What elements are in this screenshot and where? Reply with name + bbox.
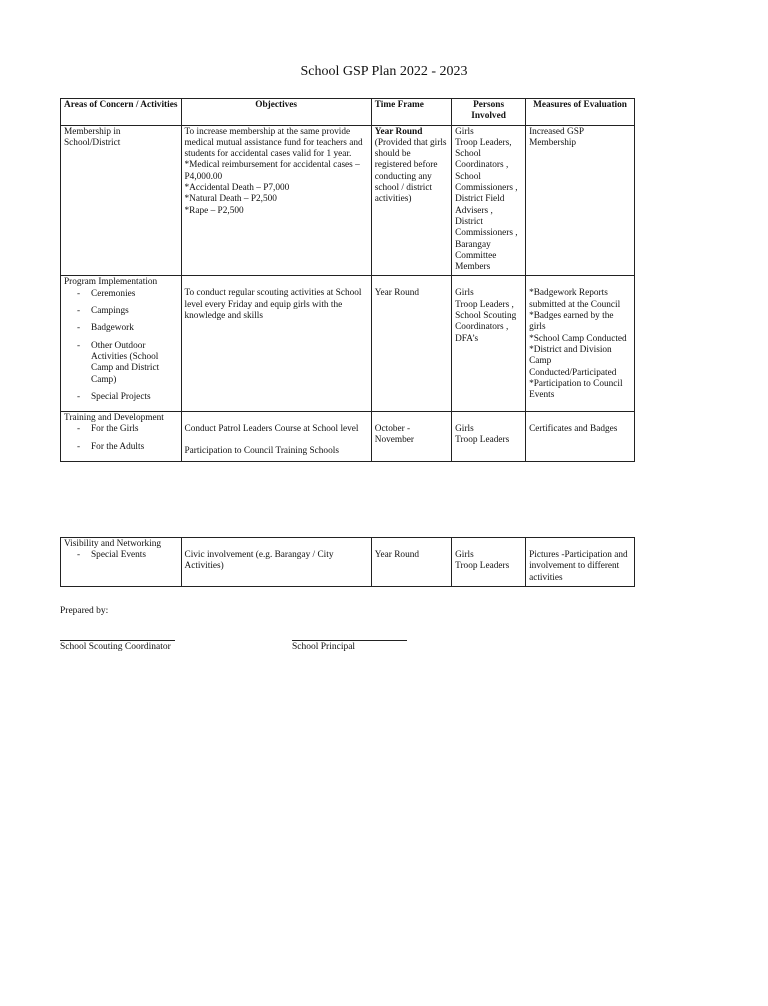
cell-area: Training and Development - For the Girls - For the Adults <box>61 412 182 462</box>
cell-time-frame: Year Round <box>371 538 451 587</box>
cell-time-frame: October - November <box>371 412 451 462</box>
cell-persons: Girls Troop Leaders <box>452 412 526 462</box>
cell-area: Program Implementation - Ceremonies - Campings - Badgework - Other Outdoor Activities (School Camp and District Camp) - Special Projects <box>61 276 182 412</box>
header-persons: Persons Involved <box>452 99 526 126</box>
cell-evaluation: Certificates and Badges <box>526 412 635 462</box>
signature-block-coordinator <box>60 630 175 652</box>
list-item: - Campings <box>64 306 178 317</box>
cell-objectives: Conduct Patrol Leaders Course at School level Participation to Council Training Schools <box>181 412 371 462</box>
cell-persons: Girls Troop Leaders, School Coordinators , School Commissioners , District Field Advisers , District Commissioners , Barangay Committee Members <box>452 125 526 276</box>
plan-table-continued <box>60 537 635 587</box>
cell-persons: Girls Troop Leaders <box>452 538 526 587</box>
list-item: - Badgework <box>64 323 178 334</box>
cell-evaluation: *Badgework Reports submitted at the Council *Badges earned by the girls *School Camp Conducted *District and Division Camp Conducted/Participated *Participation to Council Events <box>526 276 635 412</box>
list-item: - For the Girls <box>64 424 178 435</box>
cell-time-frame: Year Round <box>371 276 451 412</box>
header-time-frame: Time Frame <box>371 99 451 126</box>
header-areas: Areas of Concern / Activities <box>61 99 182 126</box>
cell-objectives: Civic involvement (e.g. Barangay / City Activities) <box>181 538 371 587</box>
cell-persons: Girls Troop Leaders , School Scouting Coordinators , DFA’s <box>452 276 526 412</box>
cell-objectives: To increase membership at the same provide medical mutual assistance fund for teachers and students for accidental cases valid for 1 year. *Medical reimbursement for accidental cases – P4,000.00 *Accidental Death – P7,000 *Natural Death – P2,500 *Rape – P2,500 <box>181 125 371 276</box>
cell-evaluation: Increased GSP Membership <box>526 125 635 276</box>
table-header-row <box>61 99 635 126</box>
cell-area: Visibility and Networking - Special Events <box>61 538 182 587</box>
area-bullet-list <box>64 424 178 453</box>
cell-evaluation: Pictures -Participation and involvement to different activities <box>526 538 635 587</box>
list-item: - Special Events <box>64 550 178 561</box>
signature-title: School Principal <box>292 642 356 652</box>
table-row-visibility <box>61 538 635 587</box>
header-objectives: Objectives <box>181 99 371 126</box>
list-item: - Ceremonies <box>64 289 178 300</box>
signature-title: School Scouting Coordinator <box>60 642 171 652</box>
signature-line <box>60 640 175 641</box>
plan-table <box>60 98 635 462</box>
table-row-program <box>61 276 635 412</box>
list-item: - Other Outdoor Activities (School Camp and District Camp) <box>64 341 178 386</box>
cell-time-frame: Year Round (Provided that girls should be registered before conducting any school / district activities) <box>371 125 451 276</box>
signature-block-principal <box>292 630 407 652</box>
prepared-by-label: Prepared by: <box>60 606 109 616</box>
page-title: School GSP Plan 2022 - 2023 <box>300 64 468 79</box>
area-bullet-list <box>64 550 178 561</box>
table-row-training <box>61 412 635 462</box>
signature-line <box>292 640 407 641</box>
area-bullet-list <box>64 289 178 403</box>
list-item: - Special Projects <box>64 392 178 403</box>
list-item: - For the Adults <box>64 442 178 453</box>
table-row-membership <box>61 125 635 276</box>
header-evaluation: Measures of Evaluation <box>526 99 635 126</box>
cell-area: Membership in School/District <box>61 125 182 276</box>
cell-objectives: To conduct regular scouting activities at School level every Friday and equip girls with the knowledge and skills <box>181 276 371 412</box>
